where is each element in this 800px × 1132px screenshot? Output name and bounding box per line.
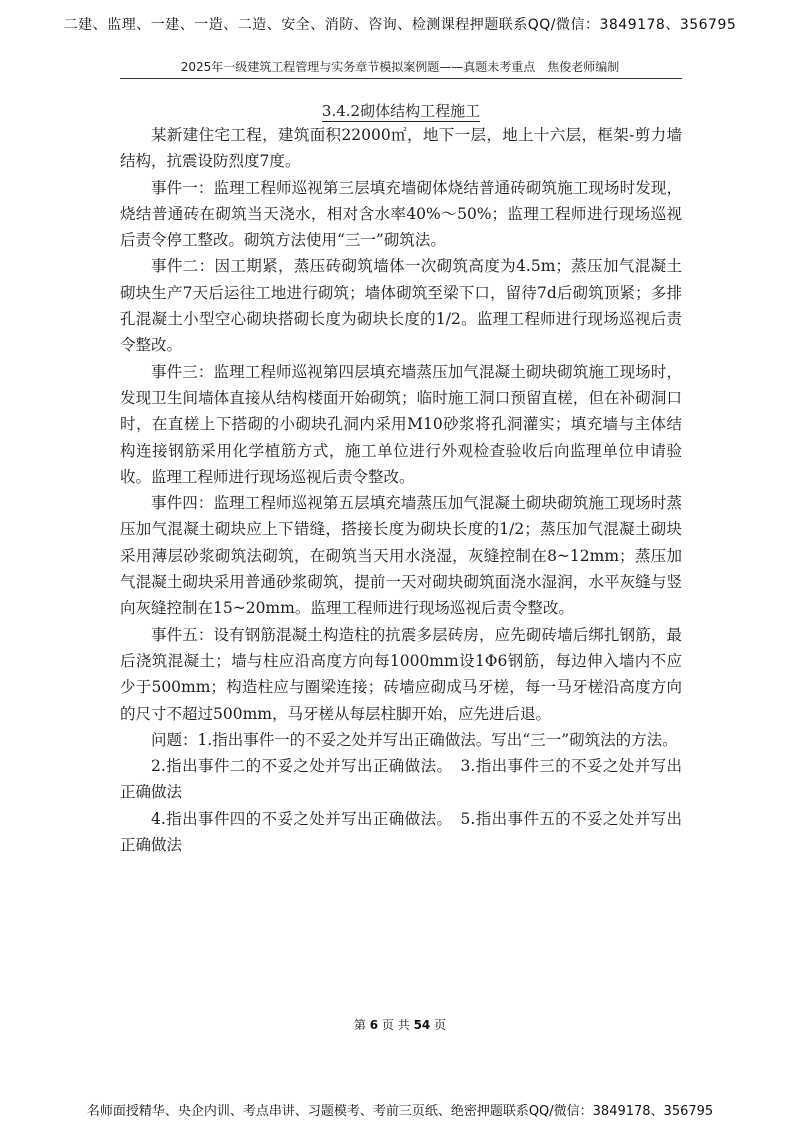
event-five-paragraph: 事件五：设有钢筋混凝土构造柱的抗震多层砖房，应先砌砖墙后绑扎钢筋，最后浇筑混凝土；墙与柱应沿高度方向每1000mm设1Φ6钢筋，每边伸入墙内不应少于500mm；构造柱应与圈梁连接；砖墙应砌成马牙槎，每一马牙槎沿高度方向的尺寸不超过500mm，马牙槎从每层柱脚开始，应先进后退。	[120, 625, 682, 723]
document-body	[120, 122, 682, 858]
event-three-paragraph: 事件三：监理工程师巡视第四层填充墙蒸压加气混凝土砌块砌筑施工现场时，发现卫生间墙体直接从结构楼面开始砌筑；临时施工洞口预留直槎，但在补砌洞口时，在直槎上下搭砌的小砌块孔洞内采用M10砂浆将孔洞灌实；填充墙与主体结构连接钢筋采用化学植筋方式，施工单位进行外观检查验收后向监理单位申请验收。监理工程师进行现场巡视后责令整改。	[120, 362, 682, 486]
page-prefix: 第	[353, 1018, 366, 1032]
page-middle: 页 共	[381, 1018, 410, 1032]
event-four-paragraph: 事件四：监理工程师巡视第五层填充墙蒸压加气混凝土砌块砌筑施工现场时蒸压加气混凝土砌块应上下错缝，搭接长度为砌块长度的1/2；蒸压加气混凝土砌块采用薄层砂浆砌筑法砌筑，在砌筑当天用水浇湿，灰缝控制在8~12mm；蒸压加气混凝土砌块采用普通砂浆砌筑，提前一天对砌块砌筑面浇水湿润，水平灰缝与竖向灰缝控制在15~20mm。监理工程师进行现场巡视后责令整改。	[120, 494, 682, 618]
section-title-text: 3.4.2砌体结构工程施工	[321, 102, 481, 120]
question-four-five-paragraph: 4.指出事件四的不妥之处并写出正确做法。 5.指出事件五的不妥之处并写出正确做法	[120, 809, 682, 855]
intro-paragraph: 某新建住宅工程，建筑面积22000㎡，地下一层，地上十六层，框架-剪力墙结构，抗震设防烈度7度。	[120, 126, 682, 171]
event-two-paragraph: 事件二：因工期紧，蒸压砖砌筑墙体一次砌筑高度为4.5m；蒸压加气混凝土砌块生产7天后运往工地进行砌筑；墙体砌筑至梁下口，留待7d后砌筑顶紧；多排孔混凝土小型空心砌块搭砌长度为砌块长度的1/2。监理工程师进行现场巡视后责令整改。	[120, 257, 682, 355]
page-total: 54	[413, 1018, 431, 1032]
top-promo-banner: 二建、监理、一建、一造、二造、安全、消防、咨询、检测课程押题联系QQ/微信：3849178、356795	[63, 17, 737, 33]
page-suffix: 页	[434, 1018, 447, 1032]
section-title	[120, 100, 682, 121]
question-two-three-paragraph: 2.指出事件二的不妥之处并写出正确做法。 3.指出事件三的不妥之处并写出正确做法	[120, 757, 682, 802]
page-current: 6	[369, 1018, 379, 1032]
header-divider	[120, 78, 682, 79]
question-one-paragraph: 问题：1.指出事件一的不妥之处并写出正确做法。写出“三一”砌筑法的方法。	[151, 730, 678, 749]
page-number	[0, 1016, 800, 1033]
event-one-paragraph: 事件一：监理工程师巡视第三层填充墙砌体烧结普通砖砌筑施工现场时发现，烧结普通砖在砌筑当天浇水，相对含水率40%～50%；监理工程师进行现场巡视后责令停工整改。砌筑方法使用“三一”砌筑法。	[120, 178, 682, 250]
running-header: 2025年一级建筑工程管理与实务章节模拟案例题——真题未考重点 焦俊老师编制	[180, 60, 620, 74]
bottom-promo-banner: 名师面授精华、央企内训、考点串讲、习题模考、考前三页纸、绝密押题联系QQ/微信：3849178、356795	[86, 1104, 714, 1119]
